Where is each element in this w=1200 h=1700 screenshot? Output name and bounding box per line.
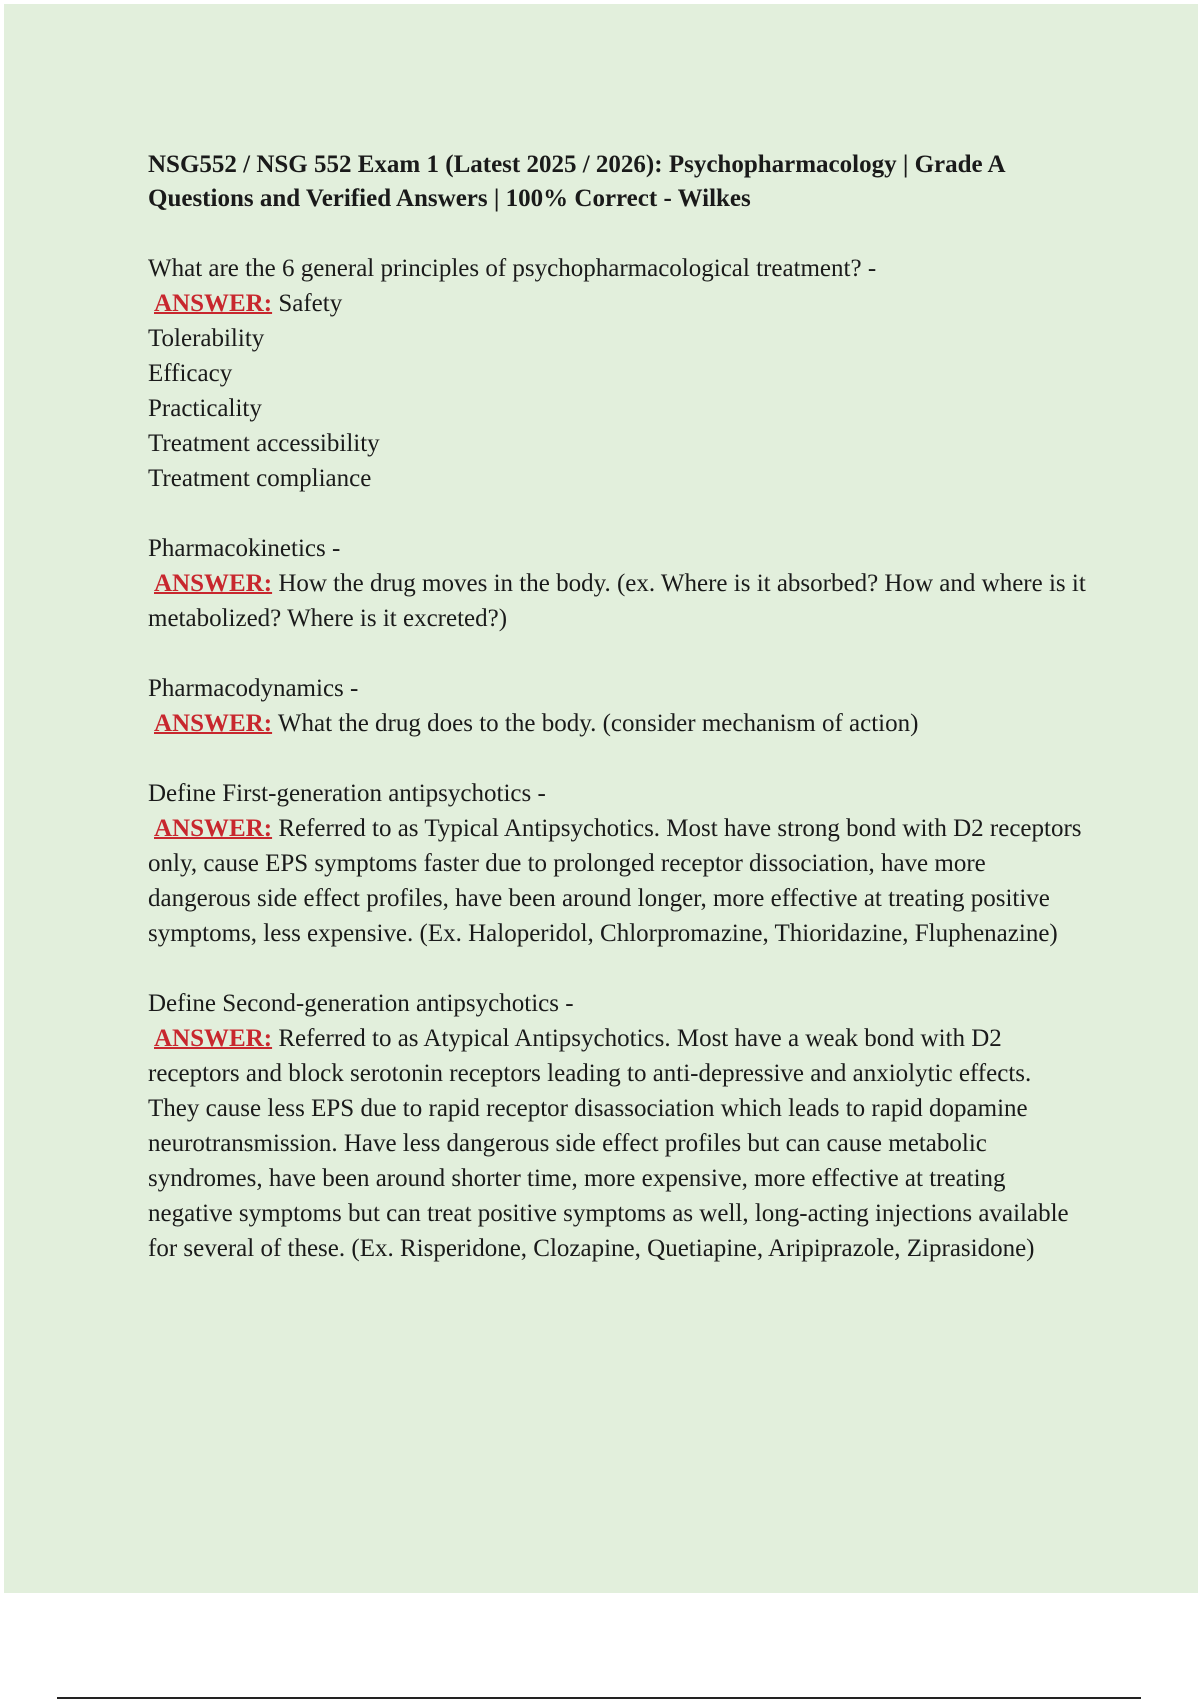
qa-item-pharmacokinetics bbox=[148, 531, 1088, 636]
answer-line: Tolerability bbox=[148, 325, 265, 352]
answer-text bbox=[148, 566, 1088, 636]
qa-item-first-generation bbox=[148, 776, 1088, 951]
qa-item-principles bbox=[148, 251, 1088, 496]
answer-body: Referred to as Typical Antipsychotics. Most have strong bond with D2 receptors only, cause EPS symptoms faster due to prolonged receptor dissociation, have more dangerous side effect profiles, have been around longer, more effective at treating positive symptoms, less expensive. (Ex. Haloperidol, Chlorpromazine, Thioridazine, Fluphenazine) bbox=[148, 815, 1082, 947]
answer-label: ANSWER: bbox=[154, 570, 273, 597]
answer-body: What the drug does to the body. (consider mechanism of action) bbox=[272, 710, 919, 737]
answer-label: ANSWER: bbox=[154, 290, 273, 317]
answer-line: Treatment compliance bbox=[148, 465, 372, 492]
question-text: Define Second-generation antipsychotics - bbox=[148, 990, 574, 1017]
answer-line: Treatment accessibility bbox=[148, 430, 380, 457]
answer-text bbox=[148, 811, 1088, 951]
question-text: Define First-generation antipsychotics - bbox=[148, 780, 546, 807]
question-text: Pharmacodynamics - bbox=[148, 675, 359, 702]
answer-text bbox=[148, 706, 1088, 741]
answer-label: ANSWER: bbox=[154, 710, 273, 737]
question-text: Pharmacokinetics - bbox=[148, 535, 341, 562]
answer-text bbox=[148, 286, 1088, 321]
footer-divider bbox=[57, 1697, 1141, 1699]
qa-item-second-generation bbox=[148, 986, 1088, 1266]
answer-line: Efficacy bbox=[148, 360, 233, 387]
answer-body: How the drug moves in the body. (ex. Where is it absorbed? How and where is it metabolized? Where is it excreted?) bbox=[148, 570, 1086, 632]
document-title bbox=[148, 148, 1088, 216]
answer-line: Practicality bbox=[148, 395, 262, 422]
answer-body: Referred to as Atypical Antipsychotics. Most have a weak bond with D2 receptors and block serotonin receptors leading to anti-depressive and anxiolytic effects. They cause less EPS due to rapid receptor disassociation which leads to rapid dopamine neurotransmission. Have less dangerous side effect profiles but can cause metabolic syndromes, have been around shorter time, more expensive, more effective at treating negative symptoms but can treat positive symptoms as well, long-acting injections available for several of these. (Ex. Risperidone, Clozapine, Quetiapine, Aripiprazole, Ziprasidone) bbox=[148, 1025, 1069, 1262]
answer-text bbox=[148, 1021, 1088, 1266]
question-text: What are the 6 general principles of psychopharmacological treatment? - bbox=[148, 255, 877, 282]
answer-first-line: Safety bbox=[272, 290, 343, 317]
answer-label: ANSWER: bbox=[154, 815, 273, 842]
answer-label: ANSWER: bbox=[154, 1025, 273, 1052]
title-line-1: NSG552 / NSG 552 Exam 1 (Latest 2025 / 2026): Psychopharmacology | Grade A bbox=[148, 151, 1006, 178]
document-body bbox=[148, 148, 1088, 1301]
qa-item-pharmacodynamics bbox=[148, 671, 1088, 741]
title-line-2: Questions and Verified Answers | 100% Correct - Wilkes bbox=[148, 185, 751, 212]
